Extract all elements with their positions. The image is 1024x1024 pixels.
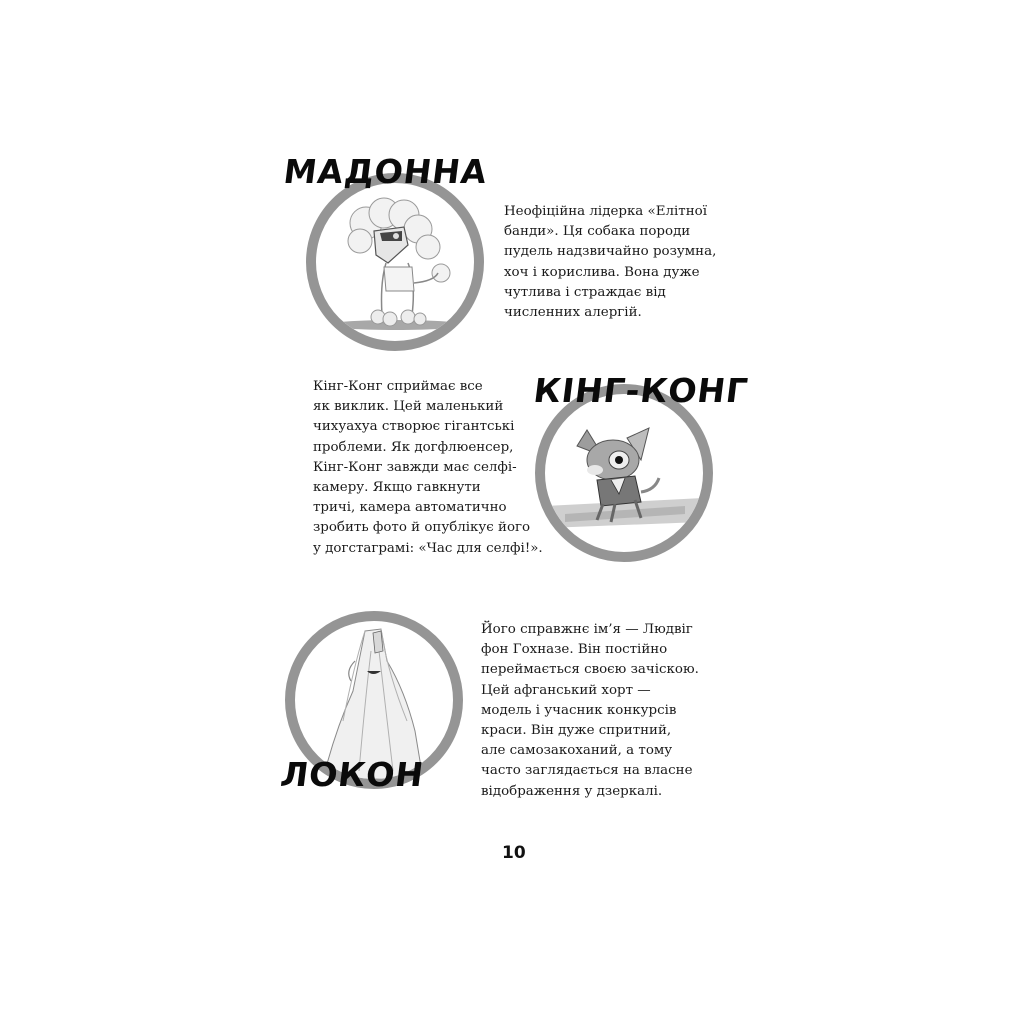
bio-line: Його справжнє ім’я — Людвіг [481, 622, 693, 637]
page-number: 10 [502, 843, 526, 863]
character-bio-lokon [481, 620, 699, 802]
character-bio-madonna [504, 202, 716, 323]
bio-line: переймається своєю зачіскою. [481, 662, 699, 678]
bio-line: камеру. Якщо гавкнути [313, 480, 481, 496]
bio-line: пудель надзвичайно розумна, [504, 244, 717, 260]
bio-line: фон Гохназе. Він постійно [481, 642, 668, 658]
bio-line: тричі, камера автоматично [313, 500, 507, 516]
character-name-king-kong: КІНГ-КОНГ [532, 371, 750, 410]
bio-line: хоч і корислива. Вона дуже [504, 264, 700, 280]
bio-line: Кінг-Конг завжди має селфі- [313, 459, 517, 475]
bio-line: чутлива і страждає від [504, 284, 666, 300]
bio-line: але самозакоханий, а тому [481, 743, 673, 759]
bio-line: проблеми. Як догфлюенсер, [313, 439, 514, 455]
bio-line: модель і учасник конкурсів [481, 702, 677, 718]
bio-line: у догстаграмі: «Час для селфі!». [313, 540, 543, 556]
bio-line: краси. Він дуже спритний, [481, 723, 672, 739]
bio-line: чихуахуа створює гігантські [313, 419, 515, 435]
portrait-ring-king-kong [535, 384, 713, 562]
character-bio-king-kong [313, 377, 543, 559]
bio-line: зробить фото й опублікує його [313, 520, 531, 536]
bio-line: часто заглядається на власне [481, 763, 693, 779]
character-name-lokon: ЛОКОН [279, 755, 426, 794]
bio-line: Неофіційна лідерка «Елітної [504, 204, 707, 219]
chihuahua-illustration [545, 394, 703, 552]
poodle-illustration [316, 183, 474, 341]
bio-line: Кінг-Конг сприймає все [313, 379, 483, 394]
bio-line: Цей афганський хорт — [481, 682, 651, 698]
bio-line: банди». Ця собака породи [504, 224, 691, 240]
character-name-madonna: МАДОННА [282, 152, 489, 191]
bio-line: відображення у дзеркалі. [481, 783, 663, 799]
portrait-ring-madonna [306, 173, 484, 351]
bio-line: численних алергій. [504, 305, 642, 321]
bio-line: як виклик. Цей маленький [313, 399, 504, 415]
